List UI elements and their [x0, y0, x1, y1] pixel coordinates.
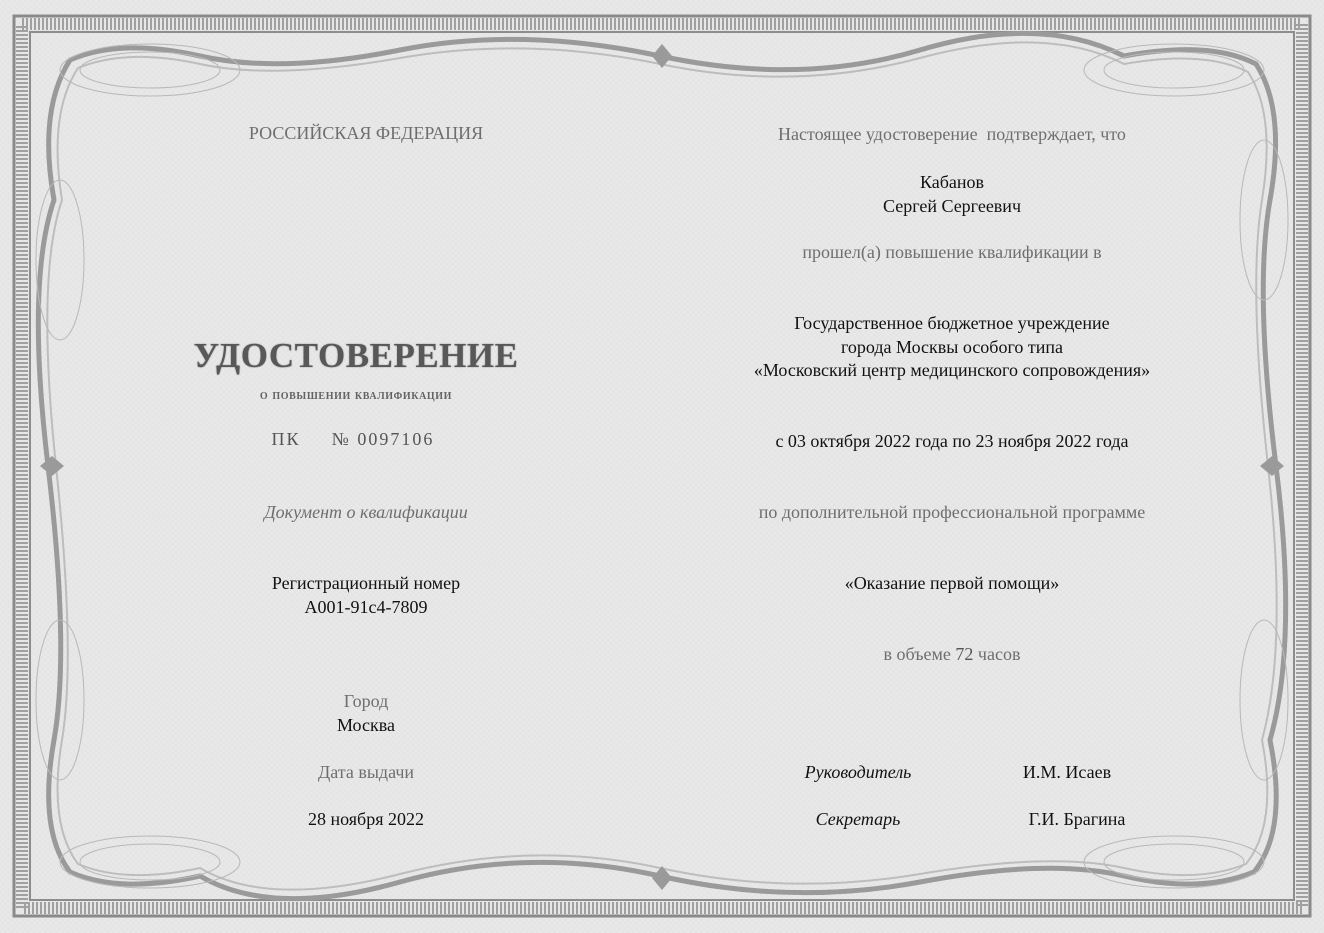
- country-label: РОССИЙСКАЯ ФЕДЕРАЦИЯ: [248, 123, 484, 143]
- secretary-name: Г.И. Брагина: [1028, 809, 1126, 829]
- program-label: по дополнительной профессиональной программе: [758, 502, 1146, 522]
- organization-line-3: «Московский центр медицинского сопровождения»: [753, 360, 1151, 380]
- registration-label: Регистрационный номер: [271, 573, 461, 593]
- city-value: Москва: [337, 715, 395, 735]
- hours-suffix: часов: [977, 644, 1021, 664]
- secretary-label: Секретарь: [815, 809, 901, 829]
- head-name: И.М. Исаев: [1022, 762, 1112, 782]
- hours-prefix: в объеме: [883, 644, 951, 664]
- city-label: Город: [343, 691, 389, 711]
- issue-date-value: 28 ноября 2022: [307, 809, 424, 829]
- certificate-number: № 0097106: [331, 429, 435, 449]
- document-type: Документ о квалификации: [264, 502, 468, 522]
- registration-number: А001-91с4-7809: [304, 597, 428, 617]
- organization-line-1: Государственное бюджетное учреждение: [794, 313, 1110, 333]
- hours-line: [702, 642, 1202, 666]
- document-title: УДОСТОВЕРЕНИЕ: [193, 336, 519, 375]
- organization-line-2: города Москвы особого типа: [840, 337, 1064, 357]
- document-subtitle: о повышении квалификации: [259, 388, 453, 403]
- program-name: «Оказание первой помощи»: [844, 573, 1060, 593]
- intro-text: Настоящее удостоверение подтверждает, что: [778, 124, 1126, 144]
- holder-name: Сергей Сергеевич: [882, 196, 1021, 216]
- hours-value: 72: [955, 644, 974, 664]
- training-period: с 03 октября 2022 года по 23 ноября 2022 года: [775, 431, 1129, 451]
- issue-date-label: Дата выдачи: [317, 762, 415, 782]
- head-label: Руководитель: [804, 762, 912, 782]
- holder-surname: Кабанов: [919, 172, 985, 192]
- series-code: ПК: [271, 429, 301, 449]
- passed-text: прошел(а) повышение квалификации в: [802, 242, 1102, 262]
